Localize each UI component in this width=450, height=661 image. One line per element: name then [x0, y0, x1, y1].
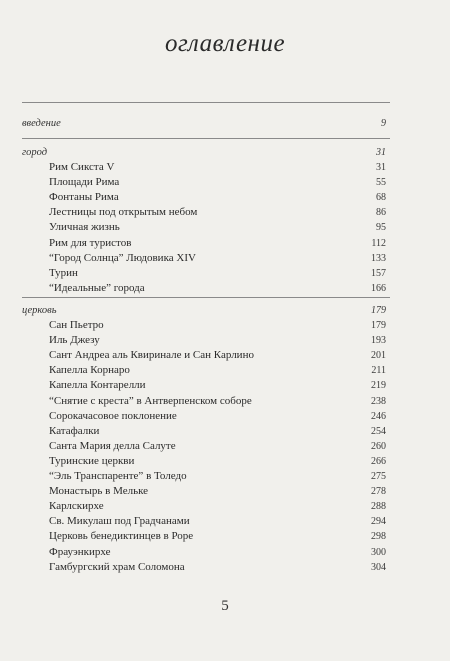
entry-title: “Снятие с креста” в Антверпенском соборе	[49, 394, 252, 407]
entry-title: Рим Сикста V	[49, 161, 115, 174]
entry-page: 300	[371, 546, 386, 558]
toc-entry	[22, 266, 386, 281]
toc-entry	[22, 175, 386, 190]
divider	[22, 102, 390, 103]
entry-page: 238	[371, 395, 386, 407]
toc-entry	[22, 394, 386, 409]
entry-title: Туринские церкви	[49, 454, 135, 467]
toc-entry	[22, 190, 386, 205]
entry-page: 112	[371, 237, 386, 249]
entry-page: 260	[371, 440, 386, 452]
entry-title: Св. Микулаш под Градчанами	[49, 515, 190, 528]
toc-entry	[22, 529, 386, 544]
entry-title: Турин	[49, 266, 78, 279]
entry-page: 254	[371, 425, 386, 437]
entry-title: Иль Джезу	[49, 334, 100, 347]
toc-entry	[22, 205, 386, 220]
toc-section-intro	[22, 116, 386, 131]
entry-page: 68	[376, 192, 386, 204]
entry-page: 275	[371, 471, 386, 483]
entry-page: 133	[371, 252, 386, 264]
entry-title: Карлскирхе	[49, 500, 104, 513]
toc-entry	[22, 545, 386, 560]
divider	[22, 138, 390, 139]
toc-entry	[22, 378, 386, 393]
entry-page: 201	[371, 350, 386, 362]
toc-entry	[22, 348, 386, 363]
entry-title: “Город Солнца” Людовика XIV	[49, 251, 196, 264]
entry-page: 55	[376, 177, 386, 189]
toc-entry	[22, 469, 386, 484]
entry-page: 166	[371, 282, 386, 294]
entry-title: Монастырь в Мельке	[49, 485, 149, 498]
entry-title: Церковь бенедиктинцев в Роре	[49, 530, 194, 543]
entry-page: 179	[371, 320, 386, 332]
toc-entry	[22, 560, 386, 575]
entry-title: Санта Мария делла Салуте	[49, 439, 176, 452]
section-title: церковь	[22, 305, 57, 316]
entry-title: Сант Андреа аль Квиринале и Сан Карлино	[49, 349, 254, 362]
entry-page: 86	[376, 207, 386, 219]
entry-page: 95	[376, 222, 386, 234]
entry-title: Рим для туристов	[49, 236, 132, 249]
toc-entry	[22, 424, 386, 439]
entry-page: 278	[371, 486, 386, 498]
entry-page: 304	[371, 561, 386, 573]
toc-section-city	[22, 145, 386, 296]
entry-title: Уличная жизнь	[49, 221, 120, 234]
section-page: 31	[376, 147, 386, 158]
entry-title: Сан Пьетро	[49, 319, 104, 332]
entry-page: 246	[371, 410, 386, 422]
section-title: введение	[22, 118, 61, 129]
entry-title: “Эль Транспаренте” в Толедо	[49, 470, 187, 483]
entry-title: Лестницы под открытым небом	[49, 206, 198, 219]
entry-page: 157	[371, 267, 386, 279]
entry-page: 211	[371, 365, 386, 377]
toc-entry	[22, 514, 386, 529]
entry-title: Фрауэнкирхе	[49, 545, 111, 558]
toc-section-heading	[22, 303, 386, 318]
toc-entry	[22, 409, 386, 424]
entry-title: Сорокачасовое поклонение	[49, 409, 177, 422]
page-title: оглавление	[164, 30, 286, 57]
toc-entry	[22, 236, 386, 251]
section-page: 9	[381, 118, 386, 129]
toc-entry	[22, 220, 386, 235]
entry-page: 219	[371, 380, 386, 392]
toc-entry	[22, 160, 386, 175]
toc-entry	[22, 333, 386, 348]
entry-title: Гамбургский храм Соломона	[49, 560, 185, 573]
entry-page: 193	[371, 335, 386, 347]
entry-page: 266	[371, 455, 386, 467]
toc-section-heading	[22, 145, 386, 160]
divider	[22, 297, 390, 298]
toc-entry	[22, 281, 386, 296]
section-page: 179	[371, 305, 386, 316]
toc-entry	[22, 251, 386, 266]
toc-entry	[22, 484, 386, 499]
entry-page: 288	[371, 501, 386, 513]
entry-page: 298	[371, 531, 386, 543]
toc-entry	[22, 363, 386, 378]
entry-title: Площади Рима	[49, 176, 120, 189]
page-number: 5	[221, 598, 229, 614]
toc-entry	[22, 499, 386, 514]
toc-section-church	[22, 303, 386, 575]
entry-title: “Идеальные” города	[49, 281, 145, 294]
toc-section-heading	[22, 116, 386, 131]
entry-title: Капелла Контарелли	[49, 379, 146, 392]
toc-entry	[22, 454, 386, 469]
entry-title: Капелла Корнаро	[49, 364, 130, 377]
toc-entry	[22, 439, 386, 454]
entry-title: Катафалки	[49, 424, 100, 437]
entry-page: 294	[371, 516, 386, 528]
toc-entry	[22, 318, 386, 333]
section-title: город	[22, 147, 48, 158]
entry-page: 31	[376, 162, 386, 174]
entry-title: Фонтаны Рима	[49, 191, 119, 204]
